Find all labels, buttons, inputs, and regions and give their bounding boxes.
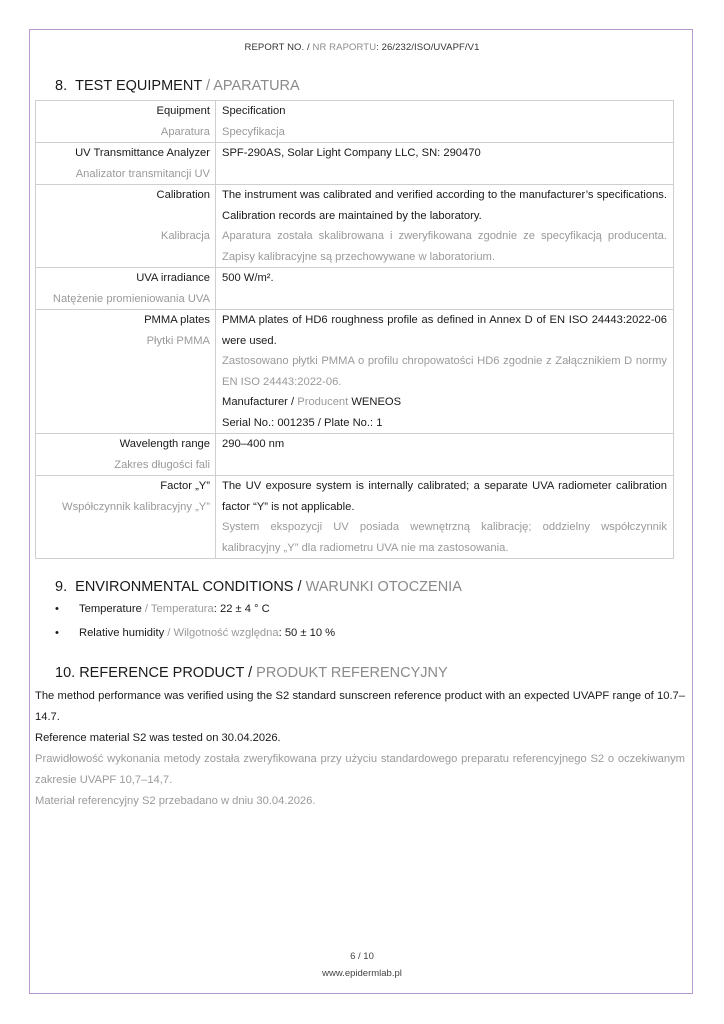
spec-pl: System ekspozycji UV posiada wewnętrzną kalibrację; oddzielny współczynnik kalibracyjny „Y” dla radiometru UVA nie ma zastosowania. [222,521,667,554]
reference-tested-pl: Materiał referencyjny S2 przebadano w dniu 30.04.2026. [35,795,316,807]
label-en: PMMA plates [144,314,210,326]
website-footer: www.epidermlab.pl [322,968,402,979]
section-8-heading [55,78,300,94]
label-en: Wavelength range [119,438,210,450]
spec-cell [216,476,674,559]
section-title-en: TEST EQUIPMENT [75,78,202,94]
label-pl: Kalibracja [160,230,210,242]
label-cell [36,101,216,143]
spec-en: 500 W/m². [222,272,274,284]
section-9-heading [55,579,462,595]
item-label-en: Relative humidity [79,627,165,639]
spec-cell [216,185,674,268]
label-pl: Aparatura [160,125,210,138]
section-number: 10. [55,665,76,681]
page-number: 6 / 10 [350,951,374,962]
spec-en: SPF-290AS, Solar Light Company LLC, SN: 290470 [222,147,481,159]
table-row [36,101,674,143]
section-title-en: ENVIRONMENTAL CONDITIONS / [75,579,302,595]
reference-tested-en: Reference material S2 was tested on 30.04.2026. [35,732,281,744]
spec-pl: Aparatura została skalibrowana i zweryfikowana zgodnie ze specyfikacją producenta. Zapisy kalibracyjne są przechowywane w laboratorium. [222,230,667,263]
label-en: Equipment [156,105,210,117]
spec-cell [216,268,674,310]
list-item [35,621,335,645]
table-row [36,476,674,559]
section-title-pl: PRODUKT REFERENCYJNY [252,665,448,681]
item-label-pl: / Wilgotność względna [164,627,279,639]
label-en: UV Transmittance Analyzer [75,147,210,159]
spec-pl: Specyfikacja [222,125,285,138]
serial-number: Serial No.: 001235 / Plate No.: 1 [222,416,383,429]
manufacturer-line [222,392,667,413]
spec-cell [216,310,674,434]
item-label-pl: / Temperatura [141,603,214,615]
reference-paragraph-en: The method performance was verified using the S2 standard sunscreen reference product with an expected UVAPF range of 10.7–14.7. [35,690,685,723]
label-pl: Natężenie promieniowania UVA [52,292,210,305]
report-no-value: : 26/232/ISO/UVAPF/V1 [376,42,480,53]
environment-list [35,597,335,645]
report-number-header [0,42,724,53]
section-number: 9. [55,579,68,595]
section-10-heading [55,665,448,681]
label-en: UVA irradiance [136,272,210,284]
manufacturer-value: WENEOS [348,396,402,408]
reference-paragraph-pl: Prawidłowość wykonania metody została zweryfikowana przy użyciu standardowego preparatu referencyjnego S2 o oczekiwanym zakresie UVAPF 10,7–14,7. [35,753,685,786]
label-cell [36,185,216,268]
label-en: Calibration [156,189,210,201]
spec-en: 290–400 nm [222,438,285,450]
item-label-en: Temperature [79,603,142,615]
label-cell [36,434,216,476]
label-cell [36,476,216,559]
label-en: Factor „Y” [160,480,210,492]
spec-en: The UV exposure system is internally calibrated; a separate UVA radiometer calibration factor “Y” is not applicable. [222,480,667,513]
spec-pl: Zastosowano płytki PMMA o profilu chropowatości HD6 zgodnie z Załącznikiem D normy EN ISO 24443:2022-06. [222,355,667,388]
label-cell [36,143,216,185]
bullet-icon: • [55,627,59,639]
section-title-pl: WARUNKI OTOCZENIA [301,579,462,595]
table-row [36,434,674,476]
manufacturer-label-en: Manufacturer / [222,396,298,408]
spec-cell [216,434,674,476]
item-value: : 50 ± 10 % [278,627,336,639]
section-title-pl: / APARATURA [201,78,300,94]
label-pl: Zakres długości fali [114,458,210,471]
table-row [36,185,674,268]
item-value: : 22 ± 4 ° C [213,603,270,615]
spec-cell [216,143,674,185]
section-title-en: REFERENCE PRODUCT / [79,665,253,681]
label-cell [36,268,216,310]
list-item [35,597,335,621]
equipment-table [35,100,674,559]
spec-cell [216,101,674,143]
label-pl: Płytki PMMA [146,334,210,347]
label-pl: Analizator transmitancji UV [75,167,210,180]
spec-en: Specification [222,105,286,117]
spec-en: The instrument was calibrated and verified according to the manufacturer’s specifications. Calibration records are maintained by the laboratory. [222,189,667,222]
table-row [36,143,674,185]
report-no-label-pl: NR RAPORTU [312,42,377,53]
bullet-icon: • [55,603,59,615]
section-number: 8. [55,78,68,94]
label-cell [36,310,216,434]
report-no-label-en: REPORT NO. / [244,42,313,53]
table-row [36,310,674,434]
manufacturer-label-pl: Producent [297,396,349,408]
table-row [36,268,674,310]
label-pl: Współczynnik kalibracyjny „Y” [62,500,210,513]
spec-en: PMMA plates of HD6 roughness profile as defined in Annex D of EN ISO 24443:2022-06 were used. [222,314,667,347]
